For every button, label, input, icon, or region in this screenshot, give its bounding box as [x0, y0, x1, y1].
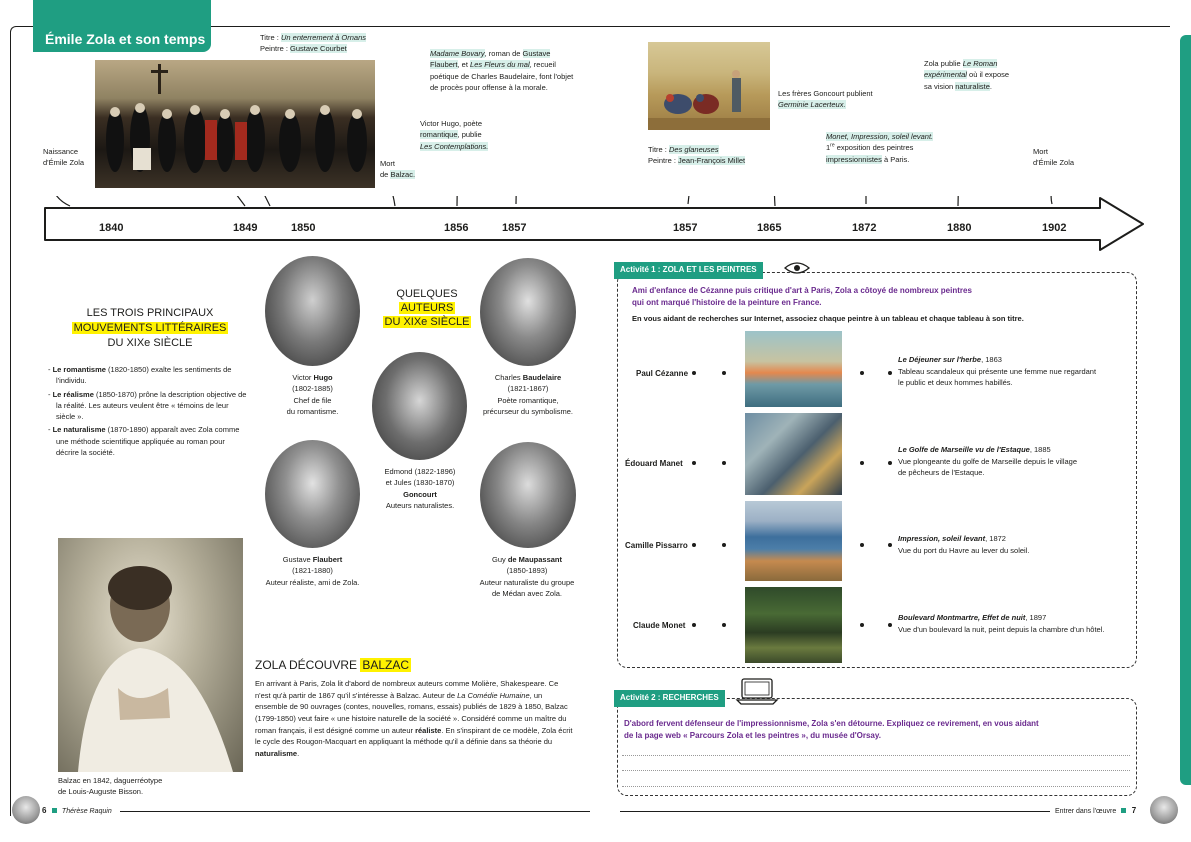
- activity2-box: [617, 698, 1137, 796]
- match-dot-title-4[interactable]: [888, 623, 892, 627]
- match-dot-painter-2[interactable]: [692, 461, 696, 465]
- activity2-question: D'abord fervent défenseur de l'impressionnisme, Zola s'en détourne. Expliquez ce revirement, en vous aidant de la page web « Parcours Zola et les peintres », du musée d'Orsay.: [624, 719, 1039, 740]
- baudelaire-portrait: [480, 258, 576, 366]
- zola-balzac-text: En arrivant à Paris, Zola lit d'abord de nombreux auteurs comme Molière, Shakespeare. Ce n'est qu'à partir de 1867 qu'il s'intéresse à Balzac. Auteur de La Comédie Humaine, un ensemble de 90 ouvrages (contes, nouvelles, romans, essais) publiés de 1829 à 1850, Balzac (1799-1850) veut faire « une histoire naturelle de la société ». Considéré comme un maître du roman français, il est désigné comme un auteur réaliste. En s'inspirant de ce modèle, Zola écrit le cycle des Rougon-Macquart en appliquant la méthode qu'il a définie dans sa théorie du naturalisme.: [255, 679, 573, 758]
- baudelaire-caption: Charles Baudelaire (1821-1867) Poète romantique, précurseur du symbolisme.: [482, 373, 574, 416]
- flaubert-caption: Gustave Flaubert (1821-1880) Auteur réaliste, ami de Zola.: [265, 555, 360, 587]
- page-title: Émile Zola et son temps: [33, 0, 211, 52]
- painting-dejeuner-sur-l-herbe: [745, 587, 842, 663]
- match-dot-title-1[interactable]: [888, 371, 892, 375]
- event-balzac-death: Mort de Balzac.: [380, 159, 416, 180]
- event-bovary-fleurs: Madame Bovary, roman de Gustave Flaubert, et Les Fleurs du mal, recueil poétique de Charles Baudelaire, font l'objet de procès pour offense à la morale.: [430, 49, 574, 92]
- laptop-icon: [735, 676, 779, 706]
- event-goncourt-germinie: Les frères Goncourt publient Germinie Lacerteux.: [778, 89, 873, 110]
- eye-icon: [782, 259, 812, 277]
- work-boulevard-montmartre: Boulevard Montmartre, Effet de nuit, 1897 Vue d'un boulevard la nuit, peint depuis la chambre d'un hôtel.: [898, 613, 1105, 634]
- year-1856: 1856: [444, 222, 469, 234]
- event-monet-impression: Monet, Impression, soleil levant. 1re exposition des peintres impressionnistes à Paris.: [826, 132, 934, 164]
- event-courbet: Titre : Un enterrement à Ornans Peintre : Gustave Courbet: [260, 33, 367, 54]
- painting-boulevard-montmartre: [745, 413, 842, 495]
- painter-cezanne: Paul Cézanne: [636, 369, 689, 378]
- event-zola-death: Mort d'Émile Zola: [1033, 147, 1075, 168]
- courbet-painting: [95, 60, 375, 188]
- footer-right: Entrer dans l'œuvre 7: [1055, 806, 1137, 815]
- courbet-painting-figures: [95, 60, 375, 188]
- year-1880: 1880: [947, 222, 972, 234]
- match-dot-image-right-2[interactable]: [860, 461, 864, 465]
- match-dot-image-left-4[interactable]: [722, 623, 726, 627]
- answer-line-1[interactable]: [622, 755, 1130, 756]
- answer-line-2[interactable]: [622, 770, 1130, 771]
- event-birth: Naissance d'Émile Zola: [43, 147, 85, 168]
- year-1872: 1872: [852, 222, 877, 234]
- match-dot-image-right-3[interactable]: [860, 543, 864, 547]
- balzac-caption: Balzac en 1842, daguerréotype de Louis-Auguste Bisson.: [58, 776, 163, 796]
- year-1857-a: 1857: [502, 222, 527, 234]
- event-roman-experimental: Zola publie Le Roman expérimental où il expose sa vision naturaliste.: [924, 59, 1010, 91]
- match-dot-title-2[interactable]: [888, 461, 892, 465]
- painting-impression-soleil-levant: [745, 331, 842, 407]
- match-dot-image-left-3[interactable]: [722, 543, 726, 547]
- footer-right-avatar: [1150, 796, 1178, 824]
- painter-monet: Claude Monet: [633, 621, 686, 630]
- maupassant-caption: Guy de Maupassant (1850-1893) Auteur naturaliste du groupe de Médan avec Zola.: [479, 555, 575, 598]
- activity2-tab: Activité 2 : RECHERCHES: [614, 690, 725, 707]
- zola-balzac-title: ZOLA DÉCOUVRE BALZAC: [255, 658, 410, 672]
- footer-left-avatar: [12, 796, 40, 824]
- movements-list: [48, 364, 248, 460]
- match-dot-title-3[interactable]: [888, 543, 892, 547]
- activity1-intro: Ami d'enfance de Cézanne puis critique d'art à Paris, Zola a côtoyé de nombreux peintres qui ont marqué l'histoire de la peinture en France.: [632, 286, 972, 307]
- match-dot-painter-4[interactable]: [692, 623, 696, 627]
- activity1-tab: Activité 1 : ZOLA ET LES PEINTRES: [614, 262, 763, 279]
- hugo-portrait: [265, 256, 360, 366]
- year-1865: 1865: [757, 222, 782, 234]
- work-impression: Impression, soleil levant, 1872 Vue du port du Havre au lever du soleil.: [898, 534, 1030, 555]
- painter-manet: Édouard Manet: [625, 459, 683, 468]
- maupassant-portrait: [480, 442, 576, 548]
- event-millet: Titre : Des glaneuses Peintre : Jean-François Millet: [648, 145, 746, 166]
- answer-line-3[interactable]: [622, 786, 1130, 787]
- hugo-caption: Victor Hugo (1802-1885) Chef de file du romantisme.: [286, 373, 339, 416]
- footer-right-rule: [620, 811, 1050, 812]
- millet-painting-figures: [648, 42, 770, 130]
- footer-left-rule: [120, 811, 590, 812]
- activity1-instruction: En vous aidant de recherches sur Internet, associez chaque peintre à un tableau et chaque tableau à son titre.: [632, 314, 1024, 323]
- flaubert-portrait: [265, 440, 360, 548]
- match-dot-image-right-4[interactable]: [860, 623, 864, 627]
- year-1849: 1849: [233, 222, 258, 234]
- work-golfe-marseille: Le Golfe de Marseille vu de l'Estaque, 1885 Vue plongeante du golfe de Marseille depuis le village de pêcheurs de l'Estaque.: [898, 445, 1078, 478]
- match-dot-painter-1[interactable]: [692, 371, 696, 375]
- match-dot-image-left-2[interactable]: [722, 461, 726, 465]
- movement-realisme: - Le réalisme (1850-1870) prône la description objective de la réalité. Les auteurs veulent être « témoins de leur siècle ».: [48, 389, 247, 421]
- millet-painting: [648, 42, 770, 130]
- year-1840: 1840: [99, 222, 124, 234]
- balzac-daguerreotype: [58, 538, 243, 772]
- painting-golfe-marseille: [745, 501, 842, 581]
- match-dot-painter-3[interactable]: [692, 543, 696, 547]
- work-dejeuner: Le Déjeuner sur l'herbe, 1863 Tableau scandaleux qui présente une femme nue regardant le public et deux hommes habillés.: [898, 355, 1097, 388]
- event-hugo-contemplations: Victor Hugo, poète romantique, publie Les Contemplations.: [420, 119, 489, 151]
- goncourt-caption: Edmond (1822-1896) et Jules (1830-1870) Goncourt Auteurs naturalistes.: [384, 467, 456, 510]
- year-1902: 1902: [1042, 222, 1067, 234]
- year-1850: 1850: [291, 222, 316, 234]
- authors-title: QUELQUES AUTEURS DU XIXe SIÈCLE: [384, 288, 470, 328]
- timeline-arrow: [40, 196, 1150, 254]
- goncourt-portrait: [372, 352, 467, 460]
- footer-left: 6 Thérèse Raquin: [42, 806, 112, 815]
- year-1857-b: 1857: [673, 222, 698, 234]
- painter-pissarro: Camille Pissarro: [625, 541, 688, 550]
- side-accent-bar: [1180, 35, 1191, 785]
- movements-title: LES TROIS PRINCIPAUX MOUVEMENTS LITTÉRAIRES DU XIXe SIÈCLE: [73, 307, 227, 349]
- movement-romantisme: - Le romantisme (1820-1850) exalte les sentiments de l'individu.: [48, 365, 232, 386]
- match-dot-image-right-1[interactable]: [860, 371, 864, 375]
- movement-naturalisme: - Le naturalisme (1870-1890) apparaît avec Zola comme une méthode scientifique appliquée au roman pour décrire la société.: [48, 425, 240, 457]
- balzac-figure: [58, 538, 243, 772]
- match-dot-image-left-1[interactable]: [722, 371, 726, 375]
